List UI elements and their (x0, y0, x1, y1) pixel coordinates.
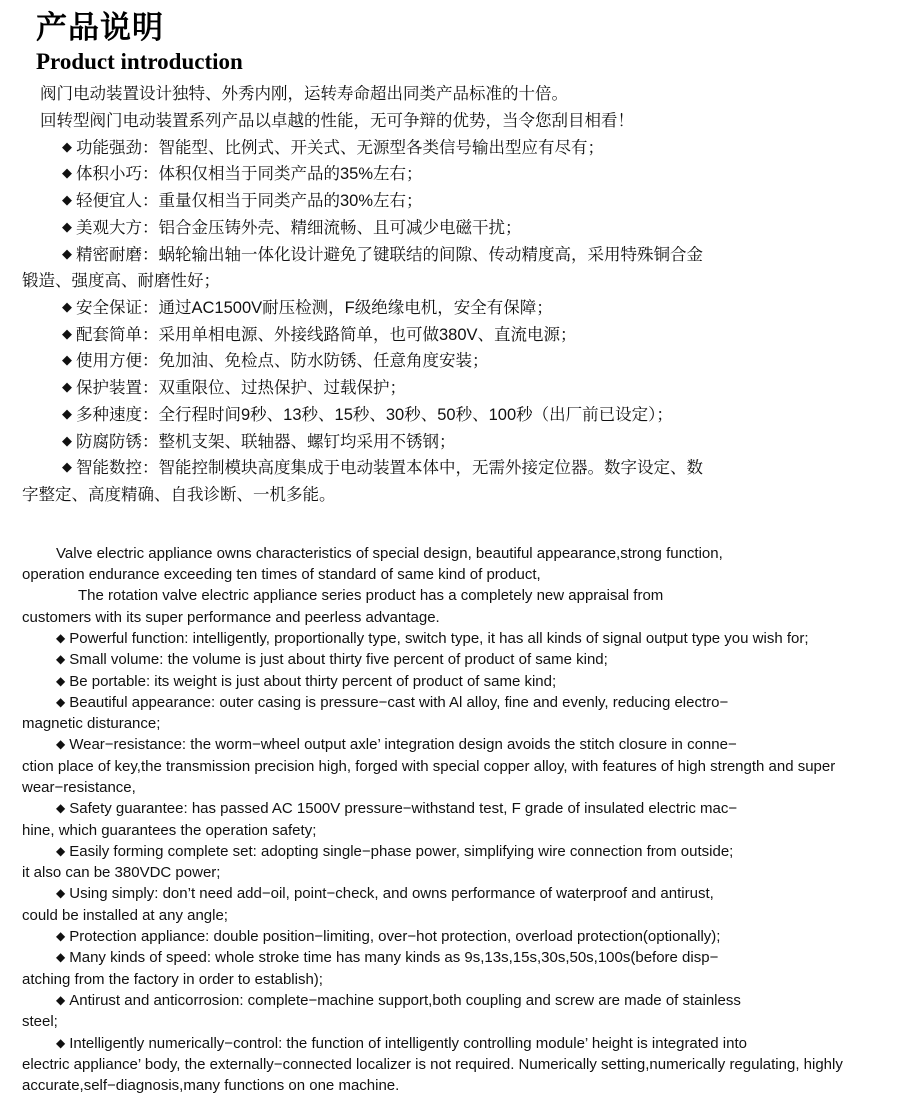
list-item (22, 798, 878, 841)
english-section (22, 543, 878, 1097)
diamond-bullet-icon: ◆ (56, 673, 66, 688)
list-item-label: Using simply: don’t need add−oil, point−check, and owns performance of waterproof and antirust, (69, 885, 714, 903)
english-feature-list (22, 628, 878, 1097)
diamond-bullet-icon: ◆ (62, 325, 72, 341)
list-item-label: 使用方便：免加油、免检点、防水防锈、任意角度安装； (76, 352, 489, 371)
chinese-section (22, 81, 878, 509)
diamond-bullet-icon: ◆ (62, 352, 72, 368)
list-item-continuation: strength and super wear−resistance, (22, 757, 836, 796)
section-spacer (22, 509, 878, 543)
list-item (22, 429, 878, 456)
list-item (22, 1033, 878, 1097)
list-item-label: 多种速度：全行程时间9秒、13秒、15秒、30秒、50秒、100秒（出厂前已设定）； (76, 405, 673, 424)
diamond-bullet-icon: ◆ (62, 192, 72, 208)
list-item-label: 保护装置：双重限位、过热保护、过载保护； (76, 379, 406, 398)
english-intro-2-line-2: customers with its super performance and peerless advantage. (22, 608, 440, 626)
diamond-bullet-icon: ◆ (56, 652, 66, 667)
list-item-label: Small volume: the volume is just about thirty five percent of product of same kind; (69, 651, 608, 669)
list-item (22, 348, 878, 375)
list-item-label: Protection appliance: double position−limiting, over−hot protection, overload protection(optionally); (69, 928, 721, 946)
diamond-bullet-icon: ◆ (56, 801, 66, 816)
diamond-bullet-icon: ◆ (56, 886, 66, 901)
diamond-bullet-icon: ◆ (62, 165, 72, 181)
list-item (22, 628, 878, 649)
list-item (22, 671, 878, 692)
list-item-label: Intelligently numerically−control: the function of intelligently controlling module’ height is integrated into (69, 1034, 747, 1052)
list-item-continuation: could be installed at any angle; (22, 906, 228, 924)
list-item-continuation: ction place of key,the transmission precision high, forged with special copper alloy, with features of high (22, 757, 706, 775)
list-item-continuation: electric appliance’ body, the externally−connected localizer is not required. Numerically setting,numerically (22, 1055, 726, 1073)
diamond-bullet-icon: ◆ (62, 379, 72, 395)
list-item-label: Easily forming complete set: adopting single−phase power, simplifying wire connection from outside; (69, 842, 734, 860)
list-item-label: 体积小巧：体积仅相当于同类产品的35%左右； (76, 165, 423, 184)
diamond-bullet-icon: ◆ (62, 245, 72, 261)
list-item-label: Beautiful appearance: outer casing is pressure−cast with Al alloy, fine and evenly, reducing electro− (69, 693, 729, 711)
list-item-label: 配套简单：采用单相电源、外接线路简单，也可做380V、直流电源； (76, 325, 577, 344)
diamond-bullet-icon: ◆ (62, 459, 72, 475)
list-item (22, 242, 878, 295)
list-item-label: 轻便宜人：重量仅相当于同类产品的30%左右； (76, 192, 423, 211)
diamond-bullet-icon: ◆ (56, 843, 66, 858)
list-item (22, 375, 878, 402)
diamond-bullet-icon: ◆ (62, 432, 72, 448)
diamond-bullet-icon: ◆ (62, 298, 72, 314)
list-item-label: 智能数控：智能控制模块高度集成于电动装置本体中，无需外接定位器。数字设定、数 (76, 459, 703, 478)
diamond-bullet-icon: ◆ (56, 1035, 66, 1050)
list-item-label: Safety guarantee: has passed AC 1500V pressure−withstand test, F grade of insulated electric mac− (69, 800, 738, 818)
list-item (22, 188, 878, 215)
list-item (22, 402, 878, 429)
list-item-label: 防腐防锈：整机支架、联轴器、螺钉均采用不锈钢； (76, 432, 456, 451)
chinese-feature-list (22, 135, 878, 509)
list-item-label: 安全保证：通过AC1500V耐压检测，F级绝缘电机，安全有保障； (76, 298, 553, 317)
diamond-bullet-icon: ◆ (56, 929, 66, 944)
list-item-label: 美观大方：铝合金压铸外壳、精细流畅、且可减少电磁干扰； (76, 218, 522, 237)
english-intro-1-line-1: Valve electric appliance owns characteristics of special design, beautiful appearance,strong function, (56, 544, 723, 562)
list-item (22, 841, 878, 884)
diamond-bullet-icon: ◆ (62, 405, 72, 421)
diamond-bullet-icon: ◆ (56, 950, 66, 965)
list-item (22, 734, 878, 798)
list-item-label: Powerful function: intelligently, proportionally type, switch type, it has all kinds of signal output type you wish for; (69, 629, 809, 647)
chinese-intro-line-2: 回转型阀门电动装置系列产品以卓越的性能，无可争辩的优势，当令您刮目相看！ (40, 111, 634, 130)
list-item-label: Be portable: its weight is just about thirty percent of product of same kind; (69, 672, 557, 690)
diamond-bullet-icon: ◆ (56, 737, 66, 752)
english-intro-2-line-1: The rotation valve electric appliance series product has a completely new appraisal from (78, 587, 664, 605)
page-title-chinese: 产品说明 (36, 10, 164, 45)
list-item (22, 649, 878, 670)
list-item-continuation: 锻造、强度高、耐磨性好； (22, 272, 220, 291)
list-item-continuation: hine, which guarantees the operation safety; (22, 821, 317, 839)
list-item (22, 692, 878, 735)
list-item (22, 322, 878, 349)
diamond-bullet-icon: ◆ (56, 630, 66, 645)
list-item (22, 947, 878, 990)
list-item (22, 215, 878, 242)
diamond-bullet-icon: ◆ (56, 694, 66, 709)
list-item-label: 精密耐磨：蜗轮输出轴一体化设计避免了键联结的间隙、传动精度高，采用特殊铜合金 (76, 245, 703, 264)
list-item-label: Wear−resistance: the worm−wheel output axle’ integration design avoids the stitch closure in conne− (69, 736, 737, 754)
list-item-continuation: it also can be 380VDC power; (22, 864, 221, 882)
list-item-label: Antirust and anticorrosion: complete−machine support,both coupling and screw are made of stainless (69, 991, 741, 1009)
list-item (22, 990, 878, 1033)
page-title-english: Product introduction (36, 48, 243, 74)
diamond-bullet-icon: ◆ (56, 992, 66, 1007)
list-item (22, 926, 878, 947)
list-item (22, 135, 878, 162)
diamond-bullet-icon: ◆ (62, 218, 72, 234)
list-item-continuation: steel; (22, 1013, 58, 1031)
list-item-continuation: 字整定、高度精确、自我诊断、一机多能。 (22, 486, 336, 505)
list-item (22, 161, 878, 188)
list-item-label: Many kinds of speed: whole stroke time has many kinds as 9s,13s,15s,30s,50s,100s(before disp− (69, 949, 719, 967)
chinese-intro-line-1: 阀门电动装置设计独特、外秀内刚，运转寿命超出同类产品标准的十倍。 (40, 85, 568, 104)
list-item (22, 883, 878, 926)
english-intro-1-line-2: operation endurance exceeding ten times of standard of same kind of product, (22, 566, 541, 584)
list-item-continuation: atching from the factory in order to establish); (22, 970, 323, 988)
list-item-continuation: regulating, highly accurate,self−diagnosis,many functions on one machine. (22, 1055, 843, 1095)
list-item (22, 295, 878, 322)
diamond-bullet-icon: ◆ (62, 138, 72, 154)
list-item (22, 455, 878, 508)
list-item-label: 功能强劲：智能型、比例式、开关式、无源型各类信号输出型应有尽有； (76, 138, 604, 157)
list-item-continuation: magnetic disturance; (22, 715, 161, 733)
